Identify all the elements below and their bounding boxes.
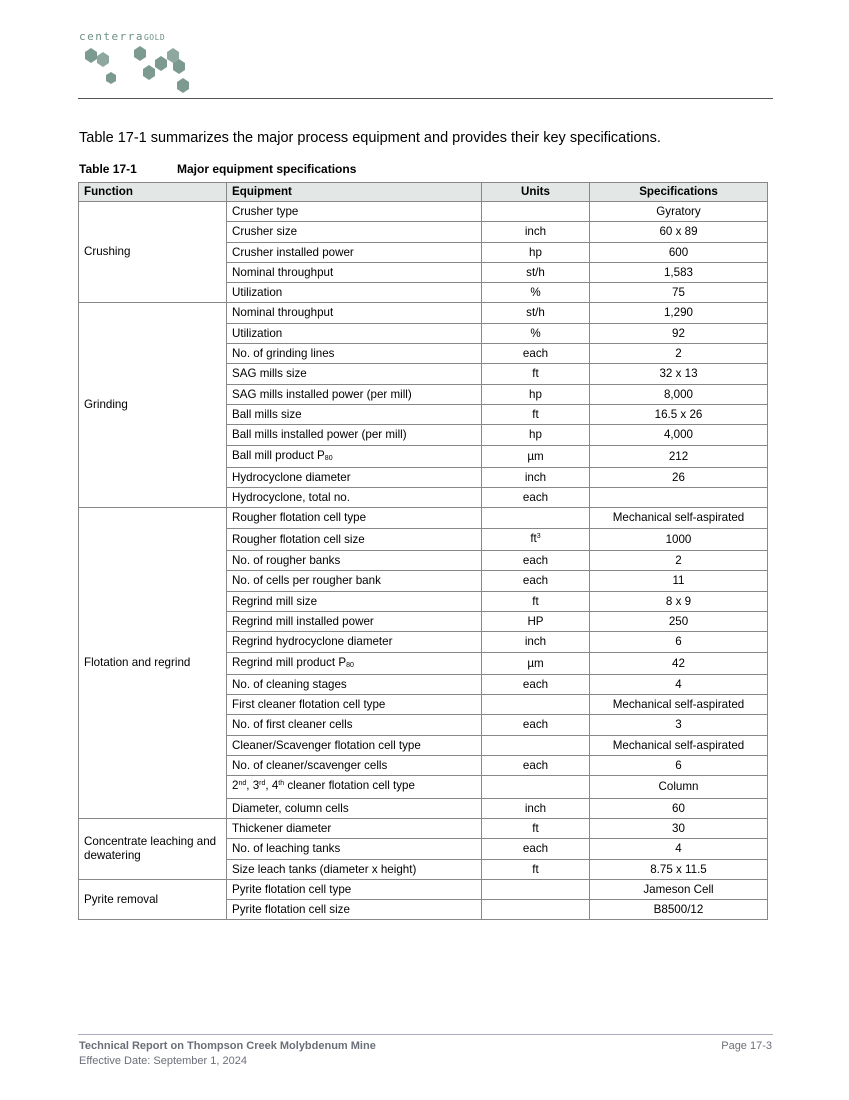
equipment-cell: SAG mills size: [227, 364, 482, 384]
units-cell: each: [482, 344, 590, 364]
equipment-cell: Thickener diameter: [227, 818, 482, 838]
table-number: Table 17-1: [79, 162, 137, 176]
equipment-subscript: 80: [324, 454, 333, 462]
equipment-cell: SAG mills installed power (per mill): [227, 384, 482, 404]
units-cell: each: [482, 674, 590, 694]
equipment-text: 2nd, 3rd, 4th cleaner flotation cell type: [232, 779, 415, 793]
spec-cell: 2: [590, 344, 768, 364]
equipment-cell: No. of cleaning stages: [227, 674, 482, 694]
equipment-cell: Pyrite flotation cell size: [227, 900, 482, 920]
company-logo: [79, 30, 209, 96]
spec-cell: 600: [590, 242, 768, 262]
function-cell: Grinding: [79, 303, 227, 508]
footer-effective-date: Effective Date: September 1, 2024: [79, 1055, 247, 1067]
equipment-cell: No. of grinding lines: [227, 344, 482, 364]
function-cell: Pyrite removal: [79, 879, 227, 920]
spec-cell: 60 x 89: [590, 222, 768, 242]
units-cell: each: [482, 571, 590, 591]
units-cell: hp: [482, 425, 590, 445]
intro-paragraph: Table 17-1 summarizes the major process equipment and provides their key specifications.: [79, 130, 661, 146]
units-cell: st/h: [482, 262, 590, 282]
units-cell: [482, 735, 590, 755]
logo-text-gold: GOLD: [143, 33, 166, 42]
spec-cell: Mechanical self-aspirated: [590, 508, 768, 528]
spec-cell: 75: [590, 283, 768, 303]
equipment-cell: [227, 652, 482, 674]
units-cell: st/h: [482, 303, 590, 323]
units-cell: inch: [482, 798, 590, 818]
header-units: Units: [482, 183, 590, 202]
equipment-cell: Ball mills installed power (per mill): [227, 425, 482, 445]
hexagon-cluster-icon: [79, 44, 209, 96]
equipment-cell: Cleaner/Scavenger flotation cell type: [227, 735, 482, 755]
logo-wordmark: [79, 30, 165, 43]
units-text: ft: [530, 531, 537, 545]
equipment-cell: Utilization: [227, 323, 482, 343]
equipment-cell: Ball mills size: [227, 404, 482, 424]
spec-cell: 1000: [590, 528, 768, 550]
spec-cell: 3: [590, 715, 768, 735]
spec-cell: 42: [590, 652, 768, 674]
table-row: [79, 508, 768, 528]
table-caption: [79, 162, 356, 176]
units-cell: %: [482, 283, 590, 303]
equipment-cell: Regrind hydrocyclone diameter: [227, 632, 482, 652]
units-cell: each: [482, 551, 590, 571]
spec-cell: Mechanical self-aspirated: [590, 695, 768, 715]
units-cell: [482, 900, 590, 920]
units-cell: µm: [482, 445, 590, 467]
spec-cell: 6: [590, 632, 768, 652]
units-cell: hp: [482, 384, 590, 404]
units-cell: ft: [482, 859, 590, 879]
table-row: [79, 202, 768, 222]
header-equipment: Equipment: [227, 183, 482, 202]
table-row: [79, 818, 768, 838]
spec-cell: 1,583: [590, 262, 768, 282]
units-cell: [482, 508, 590, 528]
spec-cell: 4: [590, 674, 768, 694]
spec-cell: Mechanical self-aspirated: [590, 735, 768, 755]
table-body: [79, 202, 768, 920]
spec-cell: [590, 488, 768, 508]
function-cell: Concentrate leaching and dewatering: [79, 818, 227, 879]
equipment-cell: Crusher type: [227, 202, 482, 222]
units-cell: [482, 528, 590, 550]
table-row: [79, 303, 768, 323]
equipment-cell: Rougher flotation cell type: [227, 508, 482, 528]
equipment-cell: [227, 445, 482, 467]
table-title: Major equipment specifications: [177, 162, 357, 176]
spec-cell: 92: [590, 323, 768, 343]
spec-cell: 60: [590, 798, 768, 818]
spec-cell: Jameson Cell: [590, 879, 768, 899]
equipment-text: Regrind mill product P: [232, 655, 347, 669]
spec-cell: 16.5 x 26: [590, 404, 768, 424]
units-cell: [482, 776, 590, 798]
spec-cell: 8 x 9: [590, 591, 768, 611]
equipment-cell: No. of cleaner/scavenger cells: [227, 756, 482, 776]
units-cell: inch: [482, 467, 590, 487]
units-cell: ft: [482, 404, 590, 424]
units-cell: hp: [482, 242, 590, 262]
units-cell: [482, 695, 590, 715]
equipment-cell: Diameter, column cells: [227, 798, 482, 818]
spec-cell: Gyratory: [590, 202, 768, 222]
header-specifications: Specifications: [590, 183, 768, 202]
units-superscript: 3: [536, 532, 541, 540]
units-cell: ft: [482, 591, 590, 611]
function-cell: Crushing: [79, 202, 227, 303]
units-cell: %: [482, 323, 590, 343]
units-cell: inch: [482, 632, 590, 652]
equipment-cell: Hydrocyclone diameter: [227, 467, 482, 487]
units-cell: HP: [482, 611, 590, 631]
footer-report-title: Technical Report on Thompson Creek Molybdenum Mine: [79, 1040, 376, 1052]
spec-cell: 250: [590, 611, 768, 631]
table-header-row: [79, 183, 768, 202]
spec-cell: 212: [590, 445, 768, 467]
units-cell: inch: [482, 222, 590, 242]
equipment-cell: No. of cells per rougher bank: [227, 571, 482, 591]
spec-cell: 4,000: [590, 425, 768, 445]
units-cell: ft: [482, 818, 590, 838]
header-divider: [78, 98, 773, 99]
units-cell: each: [482, 488, 590, 508]
equipment-cell: Nominal throughput: [227, 303, 482, 323]
equipment-cell: Pyrite flotation cell type: [227, 879, 482, 899]
spec-cell: 4: [590, 839, 768, 859]
equipment-cell: Utilization: [227, 283, 482, 303]
units-cell: each: [482, 756, 590, 776]
units-cell: [482, 202, 590, 222]
equipment-cell: No. of rougher banks: [227, 551, 482, 571]
spec-cell: 2: [590, 551, 768, 571]
table-row: [79, 879, 768, 899]
spec-cell: 6: [590, 756, 768, 776]
units-cell: each: [482, 839, 590, 859]
spec-cell: 1,290: [590, 303, 768, 323]
equipment-cell: Regrind mill installed power: [227, 611, 482, 631]
equipment-cell: No. of first cleaner cells: [227, 715, 482, 735]
logo-text-main: centerra: [79, 30, 144, 43]
spec-cell: 11: [590, 571, 768, 591]
units-cell: [482, 879, 590, 899]
function-cell: Flotation and regrind: [79, 508, 227, 818]
units-cell: µm: [482, 652, 590, 674]
equipment-subscript: 80: [346, 661, 354, 669]
spec-cell: 30: [590, 818, 768, 838]
equipment-cell: Nominal throughput: [227, 262, 482, 282]
equipment-cell: Regrind mill size: [227, 591, 482, 611]
spec-cell: B8500/12: [590, 900, 768, 920]
footer-divider: [78, 1034, 773, 1035]
spec-cell: 26: [590, 467, 768, 487]
spec-cell: 8.75 x 11.5: [590, 859, 768, 879]
equipment-cell: Hydrocyclone, total no.: [227, 488, 482, 508]
equipment-cell: Crusher installed power: [227, 242, 482, 262]
units-cell: ft: [482, 364, 590, 384]
header-function: Function: [79, 183, 227, 202]
equipment-cell: Rougher flotation cell size: [227, 528, 482, 550]
equipment-cell: No. of leaching tanks: [227, 839, 482, 859]
spec-cell: Column: [590, 776, 768, 798]
equipment-cell: Crusher size: [227, 222, 482, 242]
equipment-cell: [227, 776, 482, 798]
equipment-cell: Size leach tanks (diameter x height): [227, 859, 482, 879]
equipment-text: Ball mill product P: [232, 448, 325, 462]
units-cell: each: [482, 715, 590, 735]
equipment-cell: First cleaner flotation cell type: [227, 695, 482, 715]
footer-page-number: Page 17-3: [721, 1040, 772, 1052]
spec-cell: 8,000: [590, 384, 768, 404]
equipment-spec-table: [78, 182, 768, 920]
spec-cell: 32 x 13: [590, 364, 768, 384]
